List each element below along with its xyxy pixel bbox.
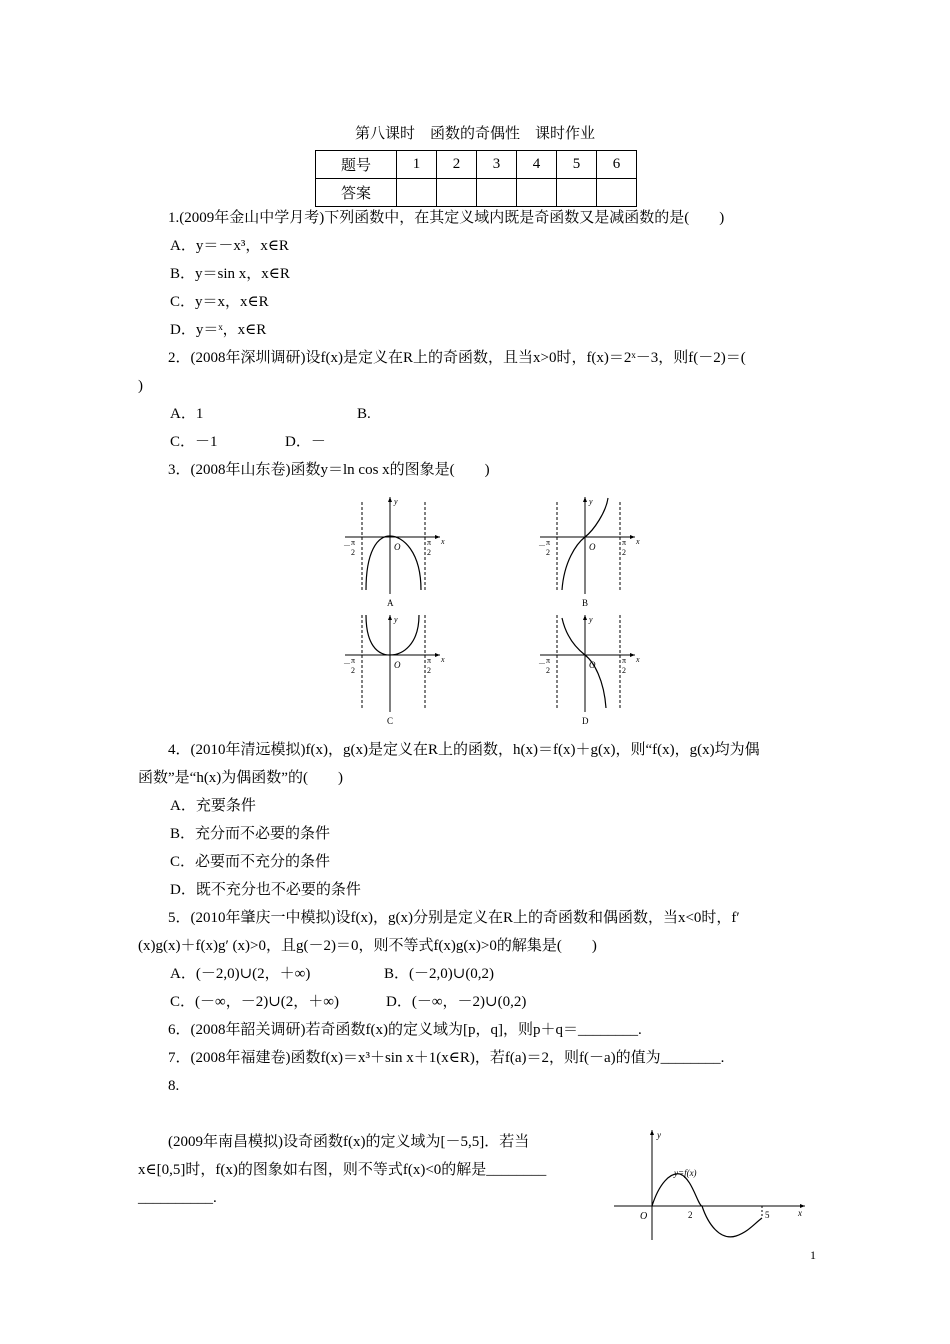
q4-option-c: C．必要而不充分的条件 [170, 854, 331, 870]
q5-option-a: A．(－2,0)∪(2，＋∞) [170, 966, 311, 982]
answer-cell [397, 179, 437, 207]
x-label: x [636, 655, 640, 664]
x-axis-arrow-icon [435, 535, 440, 539]
tick-2-label: 2 [688, 1210, 693, 1220]
q2-stem-cont: ) [138, 378, 143, 394]
q8-stem-cont2: __________. [138, 1190, 217, 1206]
table-cell: 1 [397, 151, 437, 179]
origin-label: O [640, 1211, 648, 1222]
q5-option-c: C．(－∞，－2)∪(2，＋∞) [170, 994, 339, 1010]
answer-cell [517, 179, 557, 207]
q1-option-c: C．y＝x，x∈R [170, 294, 269, 310]
x-axis-arrow-icon [630, 653, 635, 657]
q1-option-a: A．y＝－x³，x∈R [170, 238, 289, 254]
x-label: x [441, 655, 445, 664]
q6-stem: 6．(2008年韶关调研)若奇函数f(x)的定义域为[p，q]，则p＋q＝________. [168, 1022, 642, 1038]
q4-option-d: D．既不充分也不必要的条件 [170, 882, 361, 898]
tick-minus: － [343, 659, 351, 668]
q4-option-a: A．充要条件 [170, 798, 256, 814]
page-number: 1 [810, 1248, 816, 1262]
tick-pi: π [351, 538, 356, 547]
q8-stem: (2009年南昌模拟)设奇函数f(x)的定义域为[－5,5]．若当 [168, 1134, 530, 1150]
q1-option-b: B．y＝sin x，x∈R [170, 266, 290, 282]
y-label: y [589, 497, 593, 506]
q3-stem: 3．(2008年山东卷)函数y＝ln cos x的图象是( ) [168, 462, 490, 478]
curve [562, 618, 606, 708]
y-label: y [657, 1130, 661, 1140]
q5-option-d: D．(－∞，－2)∪(0,2) [386, 994, 527, 1010]
page-title: 第八课时 函数的奇偶性 课时作业 [354, 126, 595, 142]
graph-label: D [582, 716, 589, 726]
q7-stem: 7．(2008年福建卷)函数f(x)＝x³＋sin x＋1(x∈R)，若f(a)＝2，则f(－a)的值为________. [168, 1050, 725, 1066]
tick-two: 2 [427, 548, 431, 557]
tick-pi: π [622, 538, 627, 547]
y-label: y [589, 615, 593, 624]
q3-graph-c [335, 610, 450, 728]
q8-number: 8. [168, 1078, 180, 1094]
answer-table [315, 150, 637, 207]
x-axis-arrow-icon [435, 653, 440, 657]
tick-5-label: 5 [765, 1210, 770, 1220]
tick-two: 2 [351, 666, 355, 675]
table-header-cell: 答案 [316, 179, 397, 207]
graph-label: C [387, 716, 394, 726]
origin-label: O [589, 542, 596, 552]
answer-cell [557, 179, 597, 207]
answer-cell [597, 179, 637, 207]
q2-option-a: A．1 [170, 406, 204, 422]
q2-option-c: C．－1 [170, 434, 218, 450]
tick-pi: π [427, 656, 432, 665]
tick-pi: π [622, 656, 627, 665]
tick-two: 2 [427, 666, 431, 675]
answer-cell [437, 179, 477, 207]
y-axis-arrow-icon [388, 497, 392, 502]
q2-option-d: D．－ [285, 434, 326, 450]
table-cell: 3 [477, 151, 517, 179]
tick-two: 2 [622, 548, 626, 557]
x-label: x [636, 537, 640, 546]
q4-stem-cont: 函数”是“h(x)为偶函数”的( ) [138, 770, 343, 786]
table-cell: 5 [557, 151, 597, 179]
origin-label: O [589, 660, 596, 670]
q1-stem: 1.(2009年金山中学月考)下列函数中，在其定义域内既是奇函数又是减函数的是( ) [168, 210, 725, 226]
q2-stem: 2．(2008年深圳调研)设f(x)是定义在R上的奇函数，且当x>0时，f(x)＝2ˣ－3，则f(－2)＝( [168, 350, 746, 366]
tick-pi: π [351, 656, 356, 665]
tick-two: 2 [351, 548, 355, 557]
q5-stem: 5．(2010年肇庆一中模拟)设f(x)，g(x)分别是定义在R上的奇函数和偶函数，当x<0时，f′ [168, 910, 740, 926]
table-cell: 2 [437, 151, 477, 179]
tick-pi: π [546, 538, 551, 547]
graph-label: B [582, 598, 589, 608]
q8-stem-cont: x∈[0,5]时，f(x)的图象如右图，则不等式f(x)<0的解是________ [138, 1162, 547, 1178]
q5-option-b: B．(－2,0)∪(0,2) [384, 966, 495, 982]
tick-two: 2 [546, 548, 550, 557]
curve [366, 615, 419, 655]
origin-label: O [394, 660, 401, 670]
y-label: y [394, 497, 398, 506]
y-label: y [394, 615, 398, 624]
table-header-cell: 题号 [316, 151, 397, 179]
x-axis-arrow-icon [630, 535, 635, 539]
x-label: x [441, 537, 445, 546]
tick-pi: π [546, 656, 551, 665]
q5-stem-cont: (x)g(x)＋f(x)g′ (x)>0，且g(－2)＝0，则不等式f(x)g(x)>0的解集是( ) [138, 938, 597, 954]
origin-label: O [394, 542, 401, 552]
q3-graph-a [335, 492, 450, 610]
curve [652, 1174, 762, 1237]
tick-pi: π [427, 538, 432, 547]
tick-two: 2 [622, 666, 626, 675]
q3-graph-b [530, 492, 645, 610]
curve-label: y=f(x) [674, 1168, 697, 1178]
q4-stem: 4．(2010年清远模拟)f(x)，g(x)是定义在R上的函数，h(x)＝f(x)＋g(x)，则“f(x)，g(x)均为偶 [168, 742, 760, 758]
table-row [316, 151, 637, 179]
q8-graph [612, 1126, 812, 1244]
answer-cell [477, 179, 517, 207]
q3-graph-d [530, 610, 645, 728]
q1-option-d: D．y＝ˣ，x∈R [170, 322, 267, 338]
y-axis-arrow-icon [583, 615, 587, 620]
y-axis-arrow-icon [583, 497, 587, 502]
table-cell: 6 [597, 151, 637, 179]
tick-minus: － [538, 659, 546, 668]
tick-two: 2 [546, 666, 550, 675]
q4-option-b: B．充分而不必要的条件 [170, 826, 331, 842]
y-axis-arrow-icon [650, 1130, 654, 1135]
table-row [316, 179, 637, 207]
table-cell: 4 [517, 151, 557, 179]
graph-label: A [387, 598, 394, 608]
q2-option-b: B. [357, 406, 371, 422]
tick-minus: － [538, 541, 546, 550]
tick-minus: － [343, 541, 351, 550]
x-label: x [798, 1208, 802, 1218]
y-axis-arrow-icon [388, 615, 392, 620]
